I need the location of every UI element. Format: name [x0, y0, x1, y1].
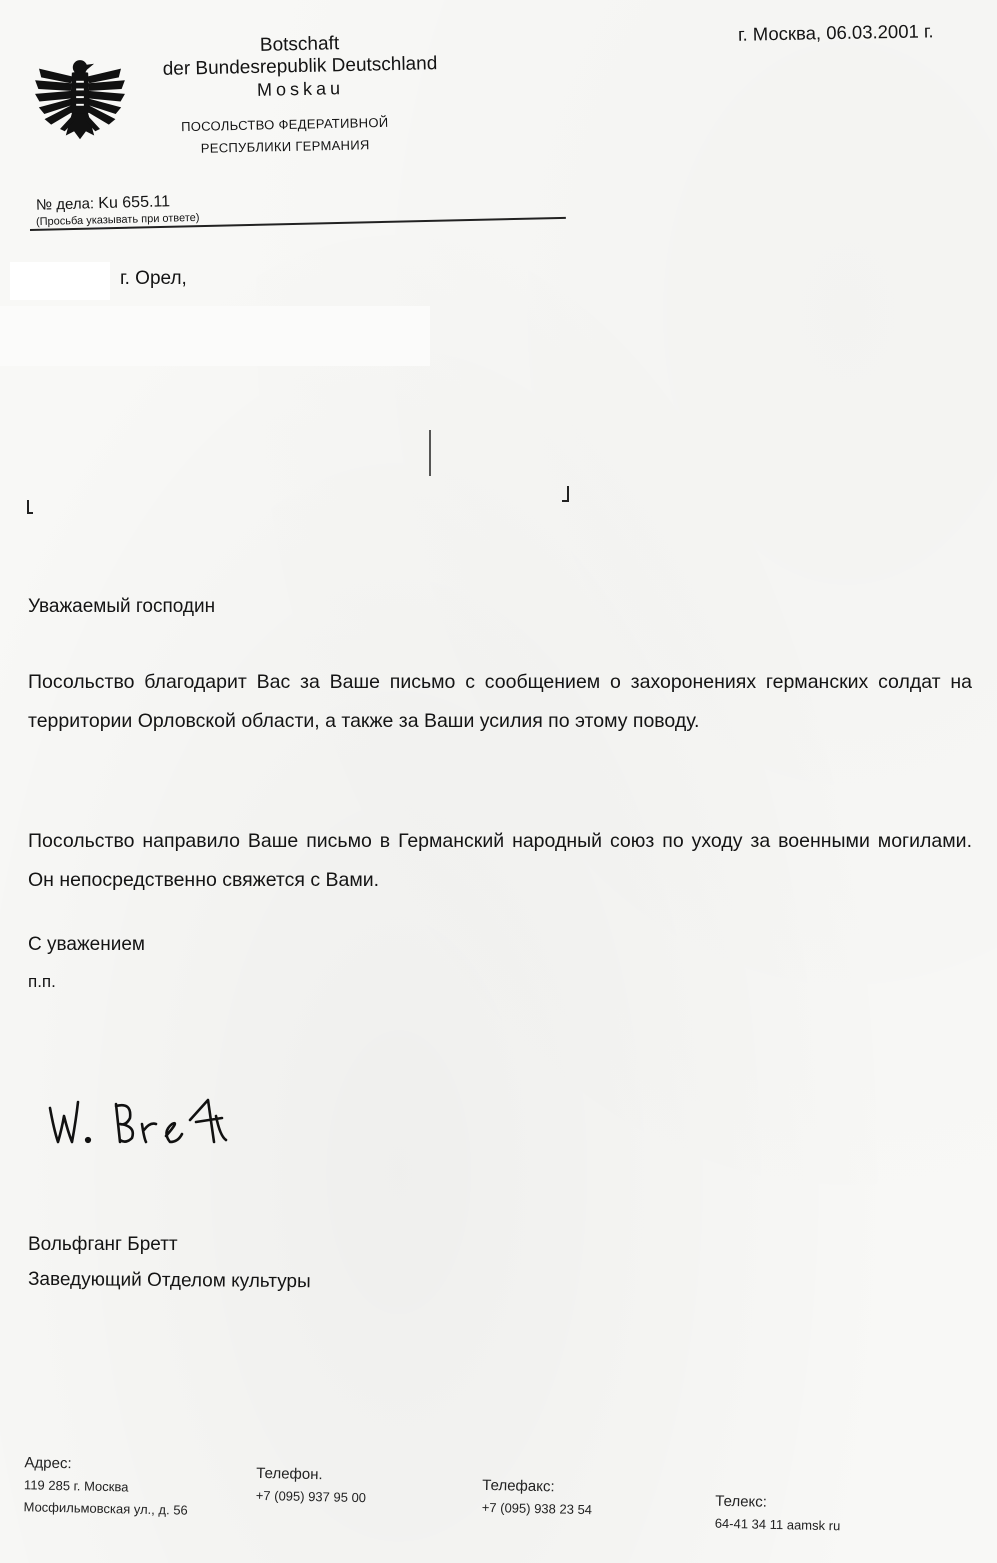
footer-phone-value: +7 (095) 937 95 00: [255, 1487, 367, 1506]
footer-telex-value: 64-41 34 11 aamsk ru: [714, 1515, 841, 1534]
footer-fax-value: +7 (095) 938 23 54: [481, 1499, 593, 1518]
embassy-de-line2: der Bundesrepublik Deutschland: [162, 53, 438, 80]
case-reference: [36, 193, 170, 215]
case-number: Ku 655.11: [98, 193, 171, 213]
eagle-emblem-icon: [32, 52, 128, 148]
salutation: Уважаемый господин: [28, 596, 216, 617]
footer-fax: [482, 1475, 593, 1521]
footer-phone: [256, 1463, 367, 1509]
fold-mark: [429, 430, 431, 476]
closing: С уважением: [28, 934, 145, 955]
address-corner-mark-right-foot: [562, 500, 569, 502]
case-note: (Просьба указывать при ответе): [35, 211, 200, 229]
footer-telex-label: Телекс:: [715, 1492, 768, 1511]
body-paragraph-2: Посольство направило Ваше письмо в Германский народный союз по уходу за военными могилами. Он непосредственно свяжется с Вами.: [28, 830, 972, 891]
footer-address-line1: 119 285 г. Москва: [23, 1477, 129, 1495]
handwritten-signature: [40, 1080, 240, 1160]
embassy-name-russian: [150, 111, 421, 161]
letter-date: г. Москва, 06.03.2001 г.: [737, 20, 934, 45]
address-corner-mark-left-foot: [27, 512, 33, 514]
embassy-name-german: [149, 31, 450, 103]
footer-telex: [715, 1491, 841, 1538]
embassy-ru-line2: РЕСПУБЛИКИ ГЕРМАНИЯ: [200, 137, 370, 156]
embassy-ru-line1: ПОСОЛЬСТВО ФЕДЕРАТИВНОЙ: [180, 114, 389, 135]
footer-address: [23, 1452, 189, 1521]
case-label: № дела:: [35, 195, 95, 214]
body-paragraph-1: Посольство благодарит Вас за Ваше письмо с сообщением о захоронениях германских солдат на территории Орловской области, а также за Ваши усилия по этому поводу.: [28, 671, 972, 732]
embassy-de-line1: Botschaft: [259, 33, 340, 56]
footer-address-line2: Мосфильмовская ул., д. 56: [23, 1499, 188, 1518]
footer-fax-label: Телефакс:: [482, 1476, 555, 1496]
redacted-area: [10, 262, 110, 300]
signer-name: Вольфганг Бретт: [28, 1234, 178, 1255]
redacted-area-2: [0, 306, 430, 366]
embassy-de-line3: Moskau: [256, 78, 345, 100]
signer-position: Заведующий Отделом культуры: [27, 1268, 311, 1293]
recipient-city: г. Орел,: [120, 268, 187, 289]
footer-address-label: Адрес:: [24, 1454, 72, 1473]
pp-mark: п.п.: [28, 972, 56, 991]
footer-phone-label: Телефон.: [256, 1464, 323, 1484]
